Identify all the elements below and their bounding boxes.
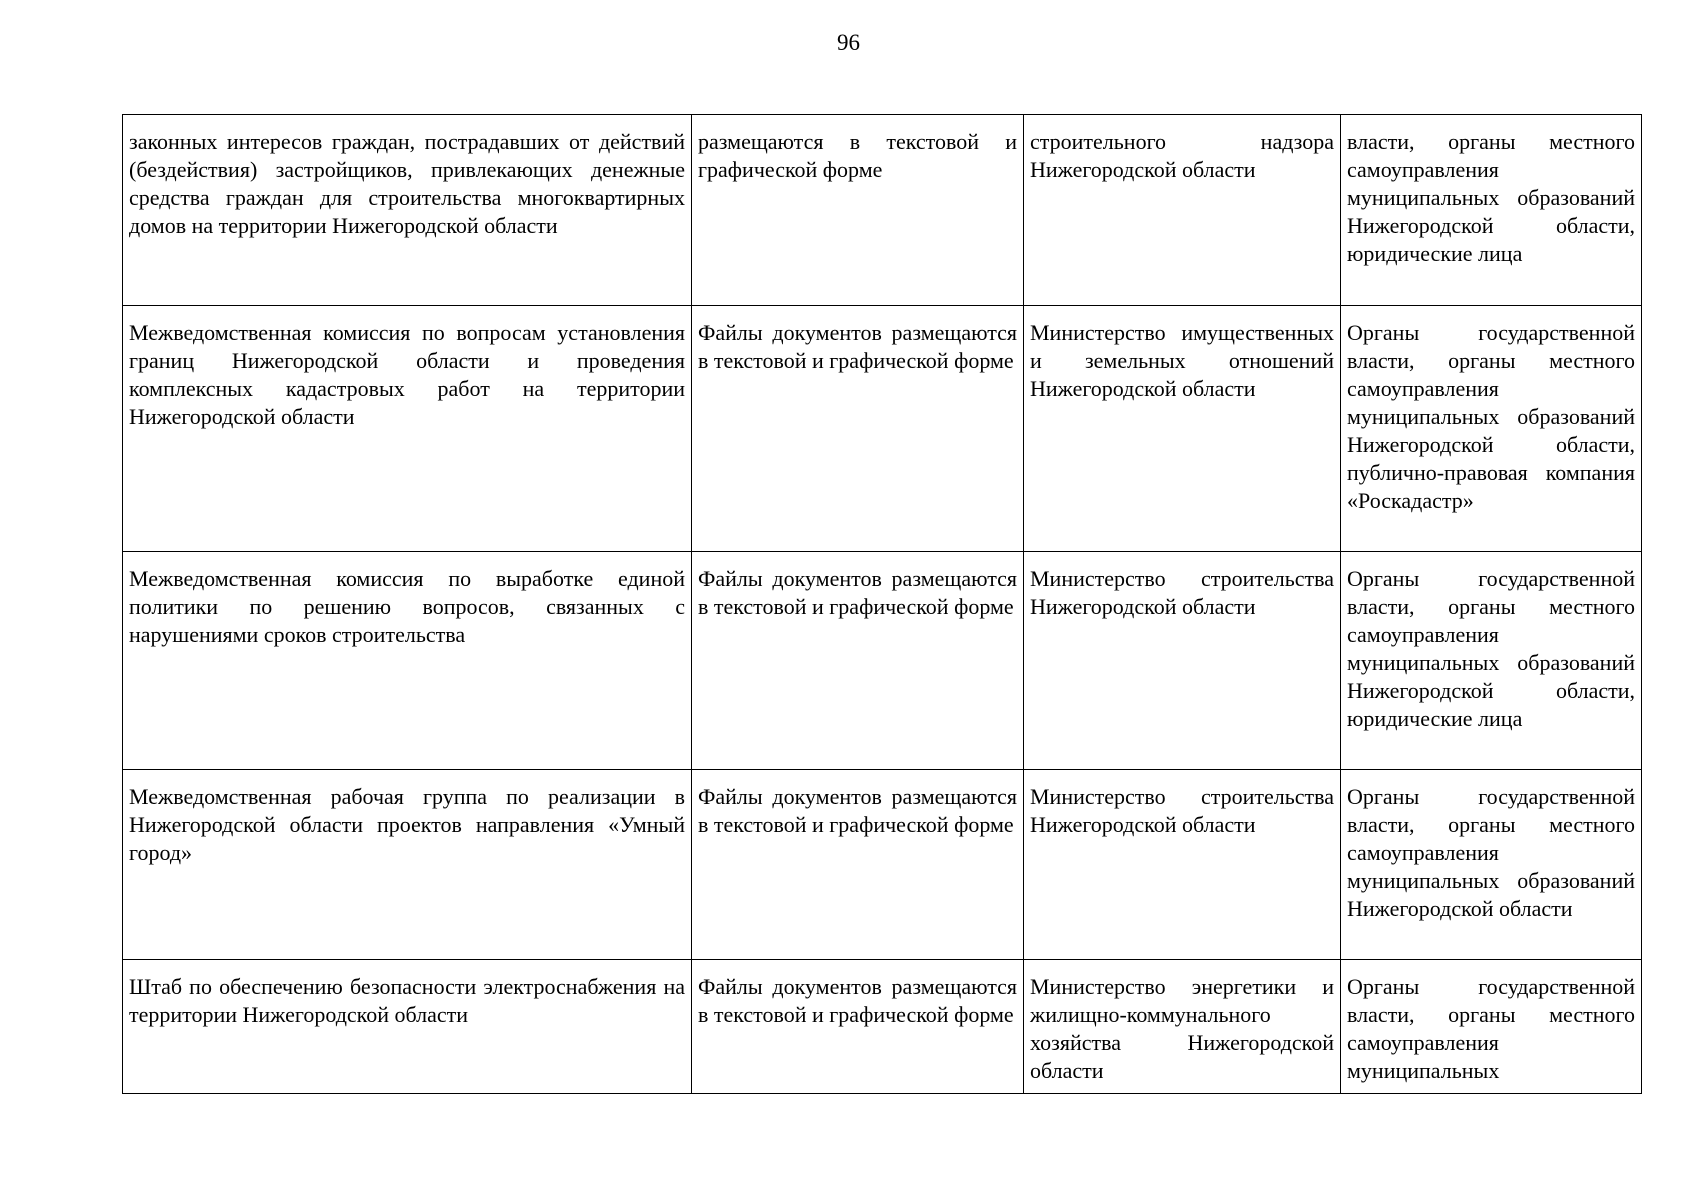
responsible-body-cell: строительного надзора Нижегородской области <box>1024 115 1341 306</box>
responsible-body-cell: Министерство строительства Нижегородской области <box>1024 770 1341 960</box>
document-format-cell: размещаются в текстовой и графической форме <box>692 115 1024 306</box>
participants-cell: Органы государственной власти, органы местного самоуправления муниципальных образований Нижегородской области, юридические лица <box>1341 552 1642 770</box>
table-row <box>123 960 1642 1094</box>
body-name-cell: Межведомственная комиссия по выработке единой политики по решению вопросов, связанных с нарушениями сроков строительства <box>123 552 692 770</box>
table-row <box>123 552 1642 770</box>
responsible-body-cell: Министерство строительства Нижегородской области <box>1024 552 1341 770</box>
table-row <box>123 115 1642 306</box>
participants-cell: власти, органы местного самоуправления муниципальных образований Нижегородской области, юридические лица <box>1341 115 1642 306</box>
responsible-body-cell: Министерство энергетики и жилищно-коммунального хозяйства Нижегородской области <box>1024 960 1341 1094</box>
table-row <box>123 770 1642 960</box>
body-name-cell: законных интересов граждан, пострадавших от действий (бездействия) застройщиков, привлекающих денежные средства граждан для строительства многоквартирных домов на территории Нижегородской области <box>123 115 692 306</box>
document-format-cell: Файлы документов размещаются в текстовой и графической форме <box>692 552 1024 770</box>
table-row <box>123 306 1642 552</box>
participants-cell: Органы государственной власти, органы местного самоуправления муниципальных образований Нижегородской области <box>1341 770 1642 960</box>
document-format-cell: Файлы документов размещаются в текстовой и графической форме <box>692 770 1024 960</box>
participants-cell: Органы государственной власти, органы местного самоуправления муниципальных образований Нижегородской области, публично-правовая компания «Роскадастр» <box>1341 306 1642 552</box>
body-name-cell: Межведомственная комиссия по вопросам установления границ Нижегородской области и проведения комплексных кадастровых работ на территории Нижегородской области <box>123 306 692 552</box>
body-name-cell: Штаб по обеспечению безопасности электроснабжения на территории Нижегородской области <box>123 960 692 1094</box>
document-format-cell: Файлы документов размещаются в текстовой и графической форме <box>692 960 1024 1094</box>
bodies-table <box>122 114 1642 1094</box>
participants-cell: Органы государственной власти, органы местного самоуправления муниципальных <box>1341 960 1642 1094</box>
body-name-cell: Межведомственная рабочая группа по реализации в Нижегородской области проектов направления «Умный город» <box>123 770 692 960</box>
document-format-cell: Файлы документов размещаются в текстовой и графической форме <box>692 306 1024 552</box>
responsible-body-cell: Министерство имущественных и земельных отношений Нижегородской области <box>1024 306 1341 552</box>
page-number: 96 <box>837 30 860 55</box>
